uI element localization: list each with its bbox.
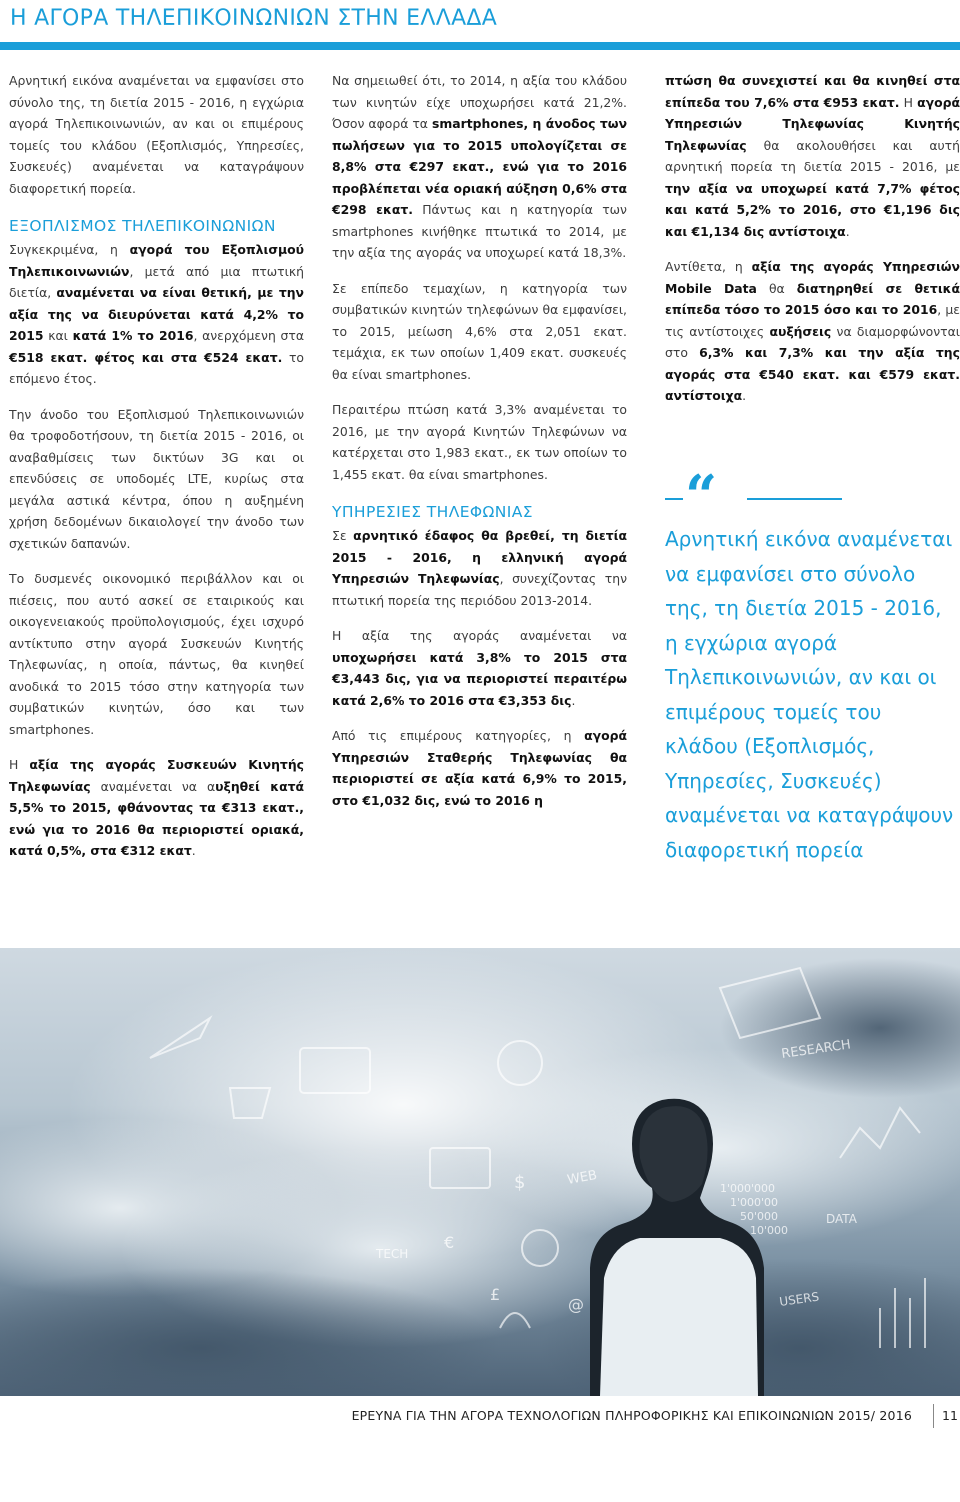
text-run: αγορά του Εξοπλισμού Τηλεπικοινωνιών	[9, 242, 304, 279]
mobile-paragraph-3: Περαιτέρω πτώση κατά 3,3% αναμένεται το 2016, με την αγορά Κινητών Τηλεφώνων να κατέρχεται στο 1,983 εκατ., εκ των οποίων το 1,455 εκατ. θα είναι smartphones.	[332, 402, 627, 482]
photo-label-tech: TECH	[376, 1247, 409, 1261]
text-run: , με τις αντίστοιχες	[665, 302, 960, 339]
mobile-paragraph-2: Σε επίπεδο τεμαχίων, η κατηγορία των συμβατικών κινητών τηλεφώνων θα εμφανίσει, το 2015, μείωση 4,6% στα 2,051 εκατ. τεμάχια, εκ των οποίων 1,409 εκατ. συσκευές θα είναι smartphones.	[332, 280, 627, 382]
quote-mark-row	[665, 463, 955, 529]
photo-label-number: 50'000	[740, 1210, 779, 1223]
text-run: την αξία να υποχωρεί κατά 7,7% φέτος και κατά 5,2% το 2016, στο €1,196 δις και €1,134 δις αντίστοιχα	[665, 180, 960, 239]
photo-label-web: WEB	[566, 1167, 599, 1188]
text-run: Αντίθετα, η	[665, 259, 752, 274]
text-run: αξία της αγοράς Υπηρεσιών Mobile Data	[665, 259, 960, 296]
text-run: Από τις επιμέρους κατηγορίες, η	[332, 728, 585, 743]
column-3	[665, 70, 960, 421]
equipment-paragraph-2: Την άνοδο του Εξοπλισμού Τηλεπικοινωνιών θα τροφοδοτήσουν, τη διετία 2015 - 2016, οι αναβαθμίσεις των δικτύων 3G και οι επενδύσεις σε υποδομές LTE, κυρίως στα μεγάλα αστικά κέντρα, όπου η αυξημένη χρήση δεδομένων δικαιολογεί την άνοδο των σχετικών δαπανών.	[9, 406, 304, 551]
page-number: 11	[942, 1408, 958, 1423]
photo-label-data: DATA	[826, 1212, 857, 1226]
cloud-technology-photo	[0, 948, 960, 1396]
quote-rule-right	[747, 498, 842, 500]
text-run: και	[43, 328, 73, 343]
telephony-paragraph-1	[332, 525, 627, 611]
intro-paragraph: Αρνητική εικόνα αναμένεται να εμφανίσει στο σύνολο της, τη διετία 2015 - 2016, η εγχώρια αγορά Τηλεπικοινωνιών, αν και οι επιμέρους τομείς του κλάδου (Εξοπλισμός, Υπηρεσίες, Συσκευές) αναμένεται να καταγράψουν διαφορετική πορεία.	[9, 73, 304, 196]
text-run: υποχωρήσει κατά 3,8% το 2015 στα €3,443 δις, για να περιοριστεί περαιτέρω κατά 2,6% το 2016 στα €3,353 δις	[332, 649, 627, 708]
photo-label-research: RESEARCH	[780, 1037, 852, 1062]
telephony-paragraph-2	[332, 625, 627, 711]
photo-illustration	[0, 948, 960, 1396]
text-run: αξία της αγοράς Συσκευών Κινητής Τηλεφωνίας	[9, 757, 304, 794]
text-run: Η	[9, 757, 30, 772]
equipment-paragraph-3: Το δυσμενές οικονομικό περιβάλλον και οι πιέσεις, που αυτό ασκεί σε εταιρικούς και οικογενειακούς προϋπολογισμούς, έχει ισχυρό αντίκτυπο στην αγορά Συσκευών Κινητής Τηλεφωνίας, η οποία, πάντως, θα κινηθεί ανοδικά το 2015 τόσο στην κατηγορία των συμβατικών κινητών, όσο και των smartphones.	[9, 571, 304, 737]
text-run: , μετά από μια πτωτική διετία,	[9, 263, 304, 300]
quote-mark-icon: “	[685, 463, 718, 529]
footer-publication-title: ΕΡΕΥΝΑ ΓΙΑ ΤΗΝ ΑΓΟΡΑ ΤΕΧΝΟΛΟΓΙΩΝ ΠΛΗΡΟΦΟΡΙΚΗΣ ΚΑΙ ΕΠΙΚΟΙΝΩΝΙΩΝ 2015/ 2016	[351, 1408, 912, 1423]
column-1	[9, 70, 304, 876]
text-run: αναμένεται να α	[90, 778, 216, 794]
text-run: αναμένεται να είναι θετική, με την αξία της να διευρύνεται κατά 4,2% το 2015	[9, 285, 304, 343]
quote-rule-left	[665, 498, 683, 500]
text-run: Σε	[332, 528, 354, 543]
pound-icon: £	[490, 1285, 501, 1304]
footer-divider	[933, 1404, 934, 1428]
text-run: κατά 1% το 2016	[72, 328, 194, 343]
text-run: .	[742, 388, 747, 403]
text-run: αυξήσεις	[769, 323, 832, 339]
section-heading-telephony: ΥΠΗΡΕΣΙΕΣ ΤΗΛΕΦΩΝΙΑΣ	[332, 503, 533, 521]
telephony-paragraph-3	[332, 725, 627, 811]
pull-quote	[665, 463, 955, 867]
mobile-paragraph-1	[332, 70, 627, 264]
text-run: Συγκεκριμένα, η	[9, 242, 130, 257]
quote-text: Αρνητική εικόνα αναμένεται να εμφανίσει στο σύνολο της, τη διετία 2015 - 2016, η εγχώρια αγορά Τηλεπικοινωνιών, αν και οι επιμέρους τομείς του κλάδου (Εξοπλισμός, Υπηρεσίες, Συσκευές) αναμένεται να καταγράψουν διαφορετική πορεία	[665, 527, 954, 862]
photo-label-number: 1'000'00	[730, 1196, 779, 1209]
text-run: smartphones, η άνοδος των πωλήσεων για το 2015 υπολογίζεται σε 8,8% στα €297 εκατ., ενώ για το 2016 προβλέπεται νέα οριακή αύξηση 0,6% στα €298 εκατ.	[332, 116, 628, 217]
page-title: Η ΑΓΟΡΑ ΤΗΛΕΠΙΚΟΙΝΩΝΙΩΝ ΣΤΗΝ ΕΛΛΑΔΑ	[10, 6, 498, 31]
text-run: , ανερχόμενη στα	[193, 328, 305, 343]
text-run: πτώση θα συνεχιστεί και θα κινηθεί στα επίπεδα του 7,6% στα €953 εκατ.	[665, 73, 960, 110]
text-run: .	[191, 843, 196, 858]
page-footer	[0, 1396, 960, 1502]
title-rule	[0, 42, 960, 50]
text-run: .	[571, 692, 576, 708]
telephony-paragraph-4	[665, 70, 960, 242]
text-run: διατηρηθεί σε θετικά επίπεδα τόσο το 2015 όσο και το 2016	[665, 280, 960, 317]
photo-label-users: USERS	[778, 1289, 820, 1309]
text-run: θα	[756, 280, 797, 296]
text-run: να διαμορφώνονται στο	[665, 323, 960, 360]
photo-label-number: 10'000	[750, 1224, 789, 1237]
text-run: €518 εκατ. φέτος και στα €524 εκατ.	[9, 349, 283, 365]
text-run: θα ακολουθήσει και αυτή αρνητική πορεία τη διετία 2015 - 2016, με	[665, 137, 960, 174]
text-run: 6,3% και 7,3% και την αξία της αγοράς στα €540 εκατ. και €579 εκατ. αντίστοιχα	[665, 345, 960, 403]
text-run: , συνεχίζοντας την πτωτική πορεία της περιόδου 2013-2014.	[332, 571, 627, 608]
dollar-icon: $	[514, 1172, 526, 1193]
text-run: αγορά Υπηρεσιών Σταθερής Τηλεφωνίας θα περιοριστεί σε αξία κατά 6,9% το 2015, στο €1,032 δις, ενώ το 2016 η	[332, 728, 627, 808]
text-run: Η αξία της αγοράς αναμένεται να	[332, 628, 627, 643]
euro-icon: €	[444, 1233, 455, 1252]
text-run: το επόμενο έτος.	[9, 349, 304, 386]
text-run: αγορά Υπηρεσιών Τηλεφωνίας Κινητής Τηλεφωνίας	[665, 94, 960, 153]
section-heading-equipment: ΕΞΟΠΛΙΣΜΟΣ ΤΗΛΕΠΙΚΟΙΝΩΝΙΩΝ	[9, 217, 276, 235]
column-2	[332, 70, 627, 825]
text-run: .	[845, 223, 850, 239]
at-icon: @	[568, 1295, 584, 1314]
text-run: υξηθεί κατά 5,5% το 2015, φθάνοντας τα €313 εκατ., ενώ για το 2016 θα περιοριστεί οριακά, κατά 0,5%, στα €312 εκατ	[9, 778, 304, 858]
text-run: Η	[899, 94, 918, 110]
photo-label-number: 1'000'000	[720, 1182, 776, 1195]
equipment-paragraph-1	[9, 239, 304, 390]
text-run: Πάντως και η κατηγορία των smartphones κινήθηκε πτωτικά το 2014, με την αξία της αγοράς να υποχωρεί κατά 18,3%.	[332, 202, 627, 260]
text-run: Να σημειωθεί ότι, το 2014, η αξία του κλάδου των κινητών είχε υποχωρήσει κατά 21,2%. Όσον αφορά τα	[332, 73, 627, 131]
equipment-paragraph-4	[9, 754, 304, 862]
text-run: αρνητικό έδαφος θα βρεθεί, τη διετία 2015 - 2016, η ελληνική αγορά Υπηρεσιών Τηλεφωνίας	[332, 528, 628, 586]
telephony-paragraph-5	[665, 256, 960, 407]
